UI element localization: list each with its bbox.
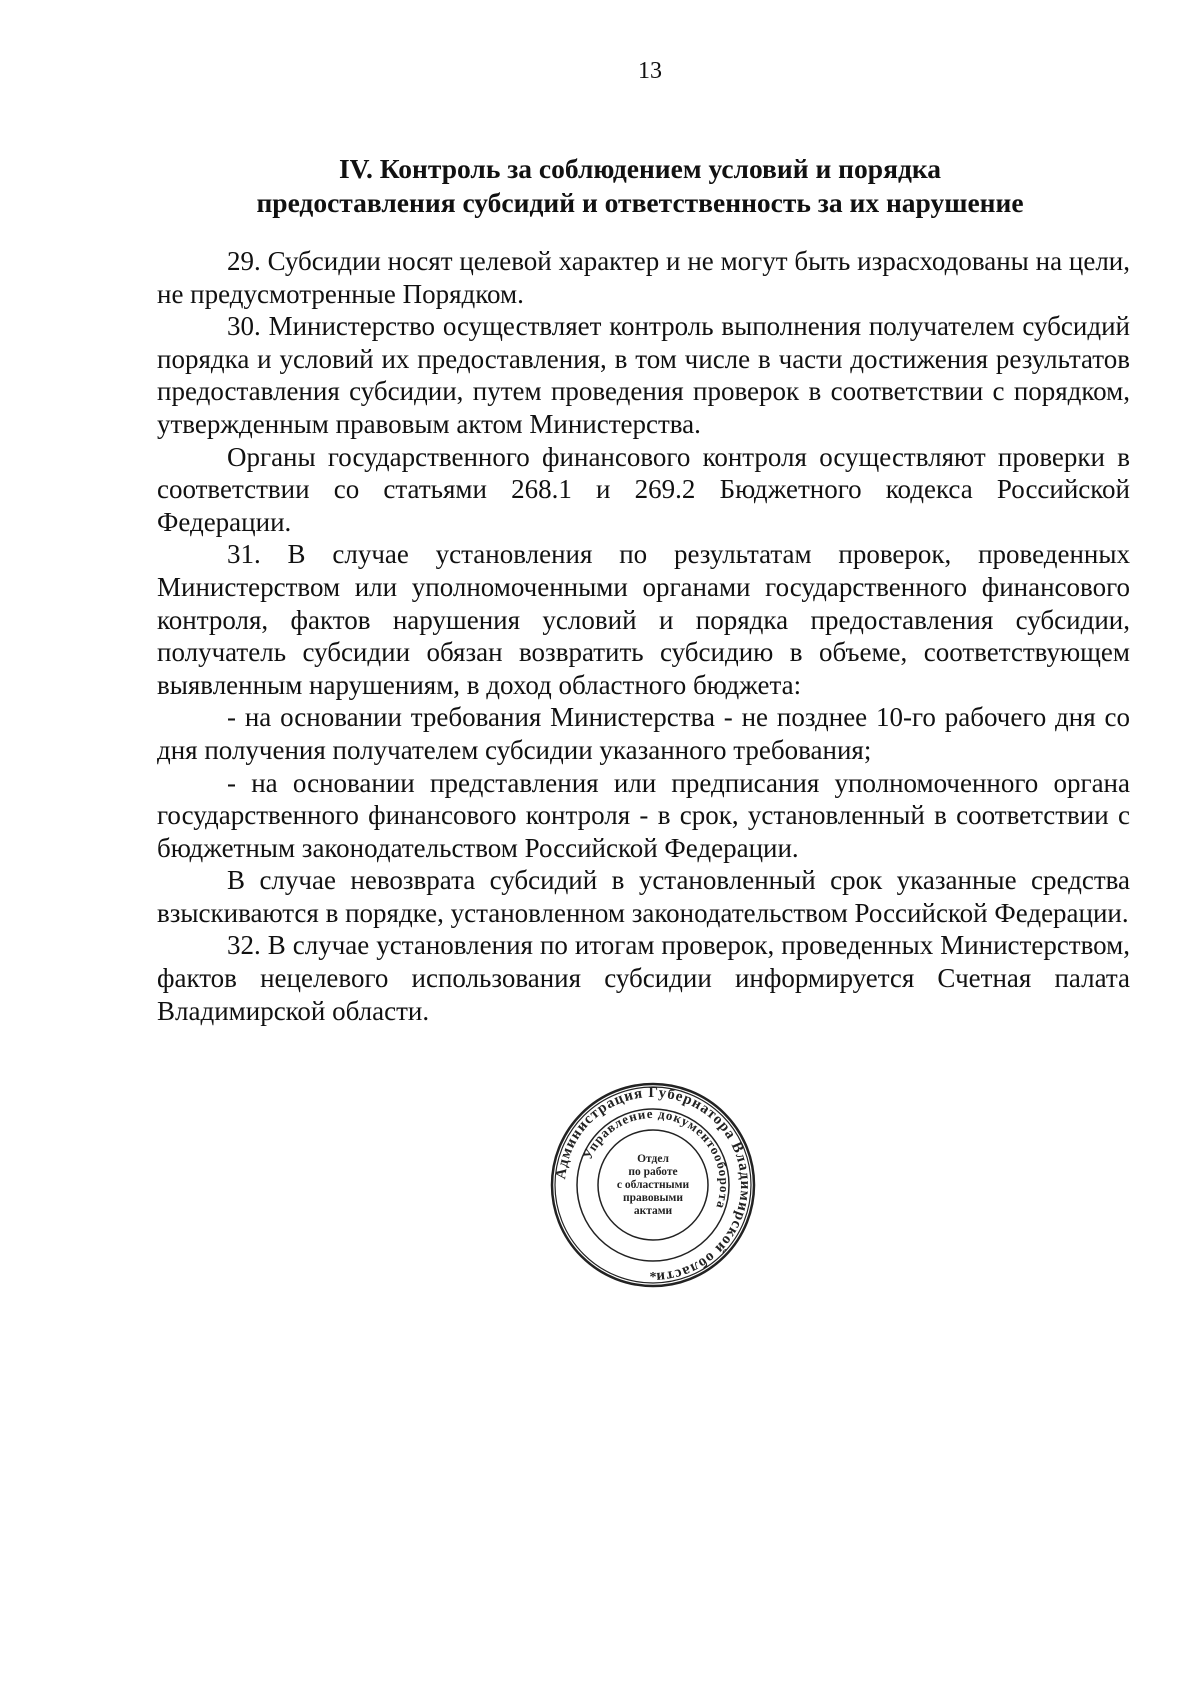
stamp-center-line: по работе (628, 1165, 678, 1178)
paragraph-30-control-bodies: Органы государственного финансового контроля осуществляют проверки в соответствии со статьями 268.1 и 269.2 Бюджетного кодекса Российской Федерации. (157, 441, 1130, 537)
paragraph-31-item-2: - на основании представления или предписания уполномоченного органа государственного финансового контроля - в срок, установленный в соответствии с бюджетным законодательством Российской Федерации. (157, 767, 1130, 863)
paragraph-32: 32. В случае установления по итогам проверок, проведенных Министерством, фактов нецелевого использования субсидии информируется Счетная палата Владимирской области. (157, 930, 1130, 1026)
stamp-center-line: актами (633, 1204, 673, 1217)
section-heading (140, 152, 1140, 220)
document-body (157, 245, 1130, 1027)
paragraph-31-nonreturn: В случае невозврата субсидий в установленный срок указанные средства взыскиваются в порядке, установленном законодательством Российской Федерации. (157, 865, 1130, 928)
paragraph-29: 29. Субсидии носят целевой характер и не могут быть израсходованы на цели, не предусмотренные Порядком. (157, 246, 1130, 309)
stamp-center-line: Отдел (637, 1152, 669, 1165)
section-heading-line-2: предоставления субсидий и ответственность за их нарушение (256, 187, 1024, 218)
stamp-middle-ring-text: Управление документооборота (579, 1105, 733, 1212)
paragraph-30: 30. Министерство осуществляет контроль выполнения получателем субсидий порядка и условий их предоставления, в том числе в части достижения результатов предоставления субсидии, путем проведения проверок в соответствии с порядком, утвержденным правовым актом Министерства. (157, 311, 1130, 439)
stamp-center-line: правовыми (622, 1191, 683, 1204)
stamp-outer-ring-text: Администрация Губернатора Владимирской области (553, 1084, 754, 1286)
stamp-center-line: с областными (616, 1178, 690, 1191)
stamp-star: * (649, 1270, 657, 1285)
paragraph-31-item-1: - на основании требования Министерства - не позднее 10-го рабочего дня со дня получения получателем субсидии указанного требования; (157, 702, 1130, 765)
section-heading-line-1: IV. Контроль за соблюдением условий и порядка (338, 153, 942, 184)
stamp-center-text (603, 1135, 703, 1235)
paragraph-31: 31. В случае установления по результатам проверок, проведенных Министерством или уполномоченными органами государственного финансового контроля, фактов нарушения условий и порядка предоставления субсидии, получатель субсидии обязан возвратить субсидию в объеме, соответствующем выявленным нарушениям, в доход областного бюджета: (157, 539, 1130, 700)
page-number: 13 (638, 58, 662, 84)
official-stamp (549, 1081, 757, 1289)
